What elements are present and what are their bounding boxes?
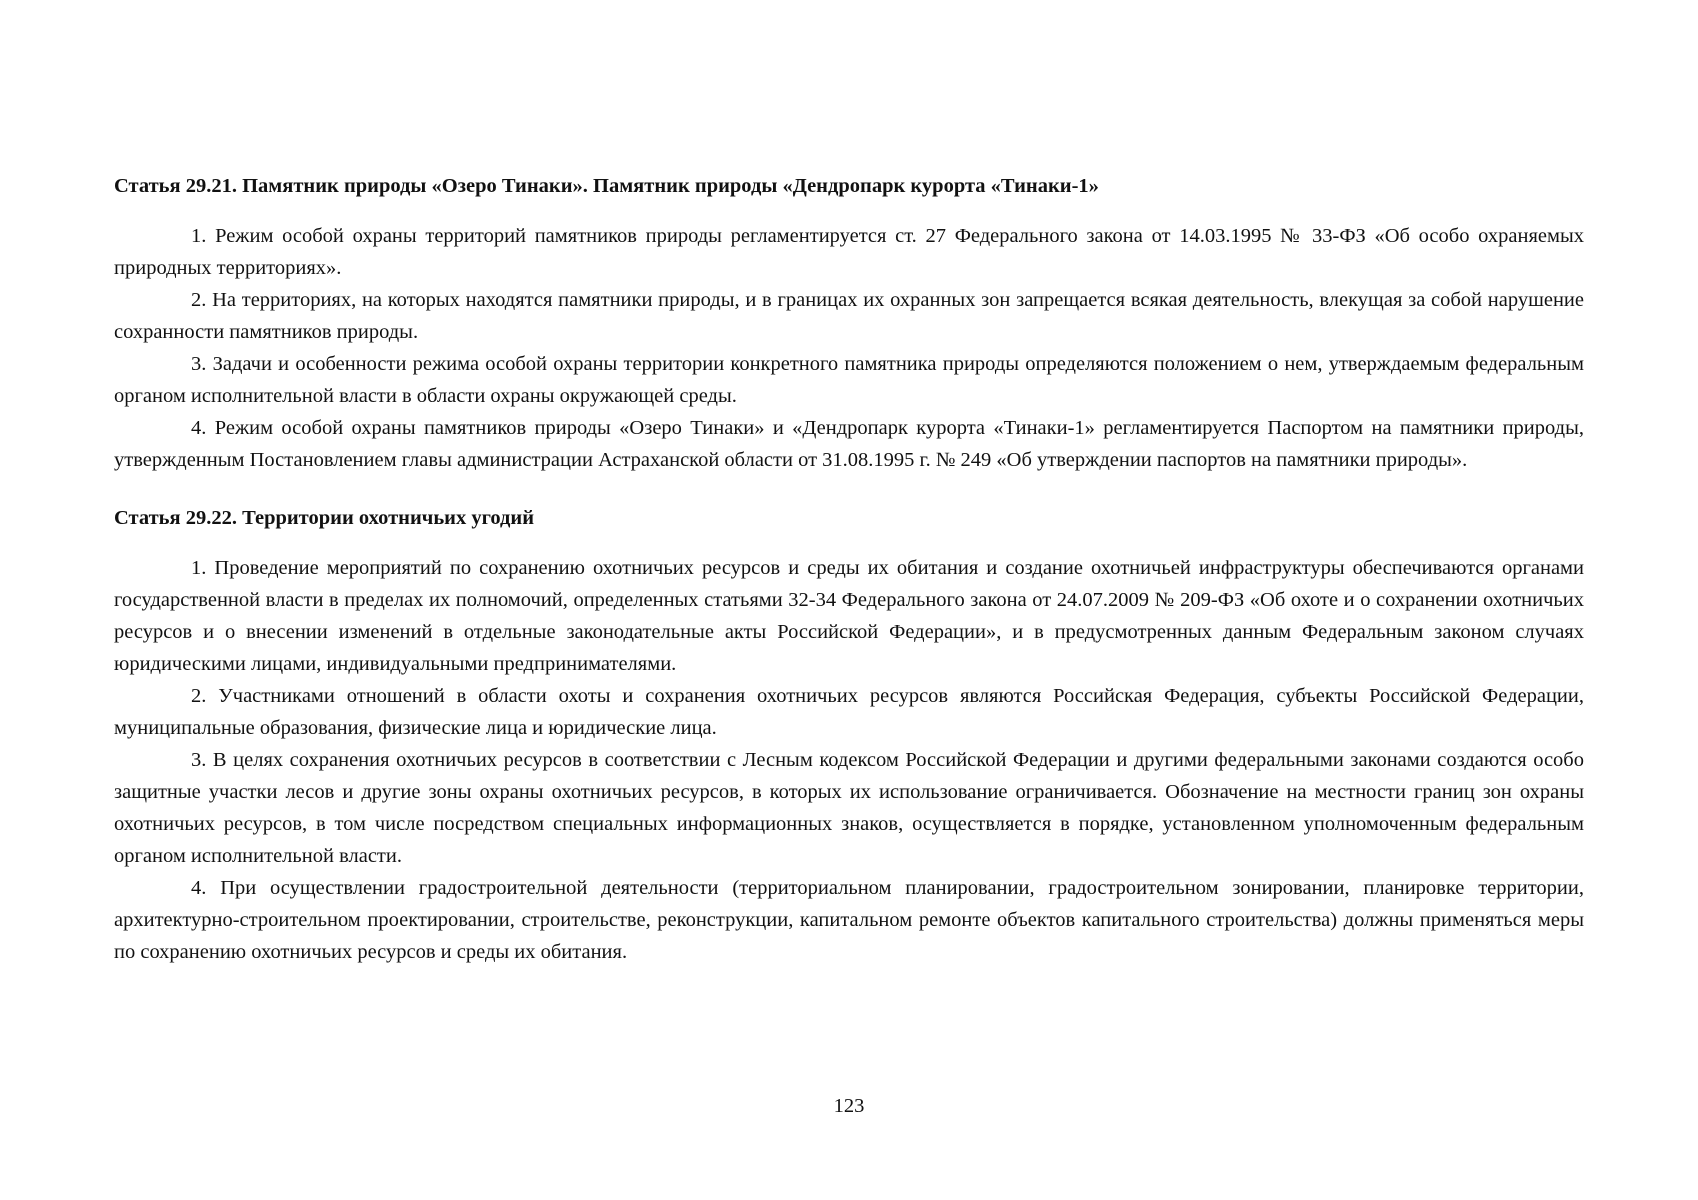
document-page xyxy=(114,170,1584,968)
paragraph-29-22-3: 3. В целях сохранения охотничьих ресурсов в соответствии с Лесным кодексом Российской Федерации и другими федеральными законами создаются особо защитные участки лесов и другие зоны охраны охотничьих ресурсов, в которых их использование ограничивается. Обозначение на местности границ зон охраны охотничьих ресурсов, в том числе посредством специальных информационных знаков, осуществляется в порядке, установленном уполномоченным федеральным органом исполнительной власти. xyxy=(114,749,1584,867)
paragraph-29-22-2: 2. Участниками отношений в области охоты и сохранения охотничьих ресурсов являются Российская Федерация, субъекты Российской Федерации, муниципальные образования, физические лица и юридические лица. xyxy=(114,685,1584,739)
paragraph-29-22-1: 1. Проведение мероприятий по сохранению охотничьих ресурсов и среды их обитания и создание охотничьей инфраструктуры обеспечиваются органами государственной власти в пределах их полномочий, определенных статьями 32-34 Федерального закона от 24.07.2009 № 209-ФЗ «Об охоте и о сохранении охотничьих ресурсов и о внесении изменений в отдельные законодательные акты Российской Федерации», и в предусмотренных данным Федеральным законом случаях юридическими лицами, индивидуальными предпринимателями. xyxy=(114,557,1584,675)
section-heading-29-22: Статья 29.22. Территории охотничьих угодий xyxy=(114,507,535,529)
paragraph-29-21-2: 2. На территориях, на которых находятся памятники природы, и в границах их охранных зон запрещается всякая деятельность, влекущая за собой нарушение сохранности памятников природы. xyxy=(114,289,1584,343)
paragraph-29-21-4: 4. Режим особой охраны памятников природы «Озеро Тинаки» и «Дендропарк курорта «Тинаки-1» регламентируется Паспортом на памятники природы, утвержденным Постановлением главы администрации Астраханской области от 31.08.1995 г. № 249 «Об утверждении паспортов на памятники природы». xyxy=(114,417,1584,471)
section-heading-29-21: Статья 29.21. Памятник природы «Озеро Тинаки». Памятник природы «Дендропарк курорта «Тинаки-1» xyxy=(114,175,1099,197)
paragraph-29-21-3: 3. Задачи и особенности режима особой охраны территории конкретного памятника природы определяются положением о нем, утверждаемым федеральным органом исполнительной власти в области охраны окружающей среды. xyxy=(114,353,1584,407)
paragraph-29-22-4: 4. При осуществлении градостроительной деятельности (территориальном планировании, градостроительном зонировании, планировке территории, архитектурно-строительном проектировании, строительстве, реконструкции, капитальном ремонте объектов капитального строительства) должны применяться меры по сохранению охотничьих ресурсов и среды их обитания. xyxy=(114,877,1584,963)
paragraph-29-21-1: 1. Режим особой охраны территорий памятников природы регламентируется ст. 27 Федерального закона от 14.03.1995 № 33-ФЗ «Об особо охраняемых природных территориях». xyxy=(114,225,1584,279)
page-number: 123 xyxy=(833,1095,865,1117)
